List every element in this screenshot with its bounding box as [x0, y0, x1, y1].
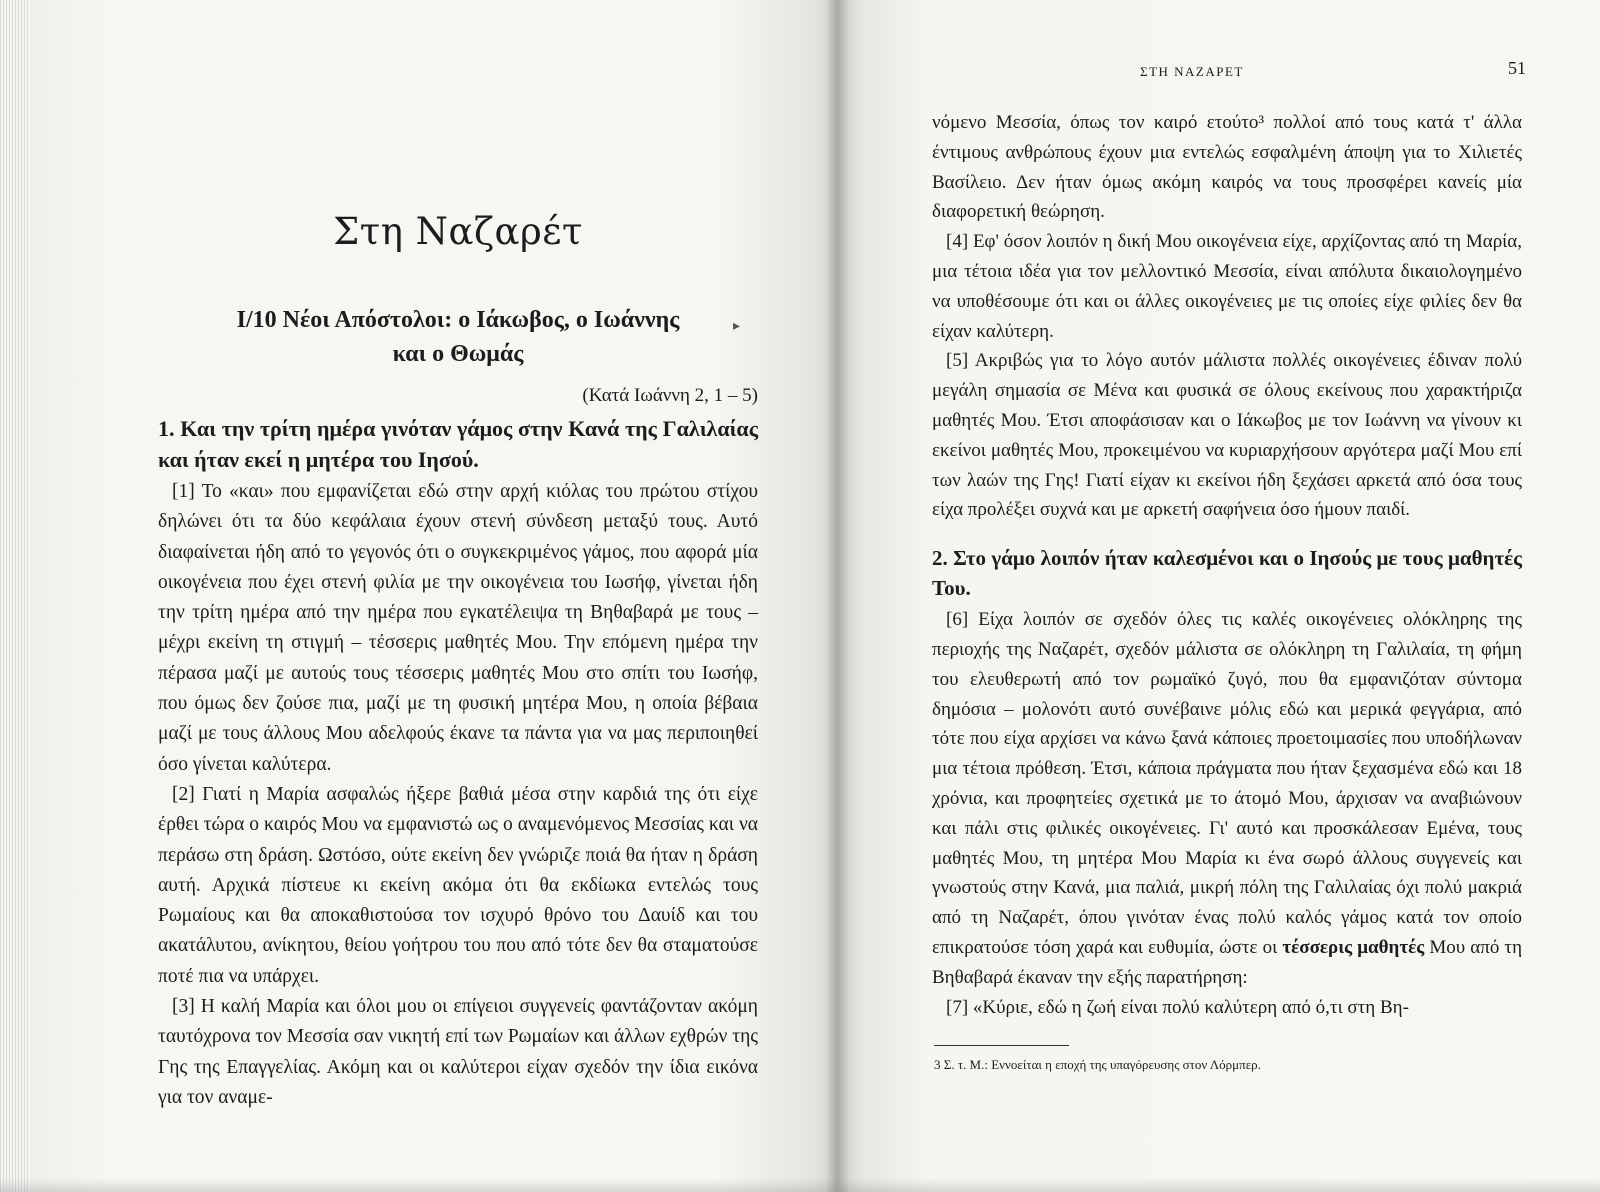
right-page-content [932, 108, 1522, 1022]
verse-1: 1. Και την τρίτη ημέρα γινόταν γάμος στην Κανά της Γαλιλαίας και ήταν εκεί η μητέρα του Ιησού. [158, 416, 758, 472]
margin-mark: ▸ [733, 319, 741, 334]
bottom-shadow [0, 1178, 1600, 1192]
paragraph-6-text-b: Μου από τη Βηθαβαρά έκαναν την εξής παρατήρηση: [932, 936, 1523, 988]
page-number: 51 [1508, 58, 1526, 78]
chapter-title: Στη Ναζαρέτ [333, 210, 583, 253]
footnote: 3 Σ. τ. Μ.: Εννοείται η εποχή της υπαγόρευσης στον Λόρμπερ. [934, 1057, 1261, 1072]
running-head: ΣΤΗ ΝΑΖΑΡΕΤ [1140, 64, 1244, 79]
book-gutter [826, 0, 848, 1192]
paragraph-6-bold: τέσσερις μαθητές [1282, 936, 1425, 958]
paragraph-5: [5] Ακριβώς για το λόγο αυτόν μάλιστα πολλές οικογένειες έδιναν πολύ μεγάλη σημασία σε Μένα και φυσικά σε όλους εκείνους που χαρακτήριζα μαθητές Μου. Έτσι αποφάσισαν και ο Ιάκωβος με τον Ιωάννη να γίνουν κι εκείνοι μαθητές Μου, προκειμένου να κυριαρχήσουν αργότερα μαζί Μου επί των λαών της Γης! Γιατί είχαν κι εκείνοι ήδη ξεχάσει αρκετά από όσα τους είχα προλέξει συχνά και με αρκετή σαφήνεια όσο ήμουν παιδί. [932, 350, 1522, 521]
paragraph-6 [932, 605, 1522, 992]
paragraph-1: [1] Το «και» που εμφανίζεται εδώ στην αρχή κιόλας του πρώτου στίχου δηλώνει ότι τα δύο κεφάλαια έχουν στενή σύνδεση μεταξύ τους. Αυτό διαφαίνεται ήδη από το γεγονός ότι ο συγκεκριμένος γάμος, που αφορά μία οικογένεια που έχει στενή φιλία με την οικογένεια του Ιωσήφ, γίνεται ήδη την τρίτη ημέρα από την ημέρα που εγκατέλειψα τη Βηθαβαρά με τους –μέχρι εκείνη τη στιγμή – τέσσερις μαθητές Μου. Την επόμενη ημέρα την πέρασα μαζί με αυτούς τους τέσσερις μαθητές Μου στο σπίτι του Ιωσήφ, που όμως δεν ζούσε πια, μαζί με τη φυσική μητέρα Μου, η οποία βέβαια μαζί με τους άλλους Μου αδελφούς έκανε τα πάντα για να μας περιποιηθεί όσο γίνεται καλύτερα. [158, 481, 758, 775]
paragraph-3: [3] Η καλή Μαρία και όλοι μου οι επίγειοι συγγενείς φαντάζονταν ακόμη ταυτόχρονα τον Μεσσία σαν νικητή επί των Ρωμαίων και άλλων εχθρών της Γης της Επαγγελίας. Ακόμη και οι καλύτεροι είχαν σχεδόν την ίδια εικόνα για τον αναμε- [158, 996, 758, 1108]
paragraph-continued: νόμενο Μεσσία, όπως τον καιρό ετούτο³ πολλοί από τους κατά τ' άλλα έντιμους ανθρώπους έχουν μια εντελώς εσφαλμένη άποψη για το Χιλιετές Βασίλειο. Δεν ήταν όμως ακόμη καιρός να τους προσφέρει κανείς μία διαφορετική θεώρηση. [932, 112, 1522, 223]
left-page-content [158, 210, 758, 1113]
paragraph-4: [4] Εφ' όσον λοιπόν η δική Μου οικογένεια είχε, αρχίζοντας από τη Μαρία, μια τέτοια ιδέα για τον μελλοντικό Μεσσία, είναι απόλυτα δικαιολογημένο να υποθέσουμε ότι και οι άλλες οικογένειες με τις οποίες είχε φιλίες δεν θα είχαν καλύτερη. [932, 231, 1522, 342]
footnote-divider [934, 1045, 1069, 1046]
paragraph-7: [7] «Κύριε, εδώ η ζωή είναι πολύ καλύτερη από ό,τι στη Βη- [946, 996, 1409, 1018]
scripture-reference: (Κατά Ιωάννη 2, 1 – 5) [582, 385, 758, 406]
section-title [158, 303, 758, 371]
paragraph-6-text-a: [6] Είχα λοιπόν σε σχεδόν όλες τις καλές οικογένειες ολόκληρης της περιοχής της Ναζαρέτ, σχεδόν μάλιστα σε ολόκληρη τη Γαλιλαία, τη φήμη του ελευθερωτή από τον ρωμαϊκό ζυγό, που θα εμφανιζόταν σύντομα δημόσια – μολονότι αυτό συνέβαινε μόλις εδώ και μερικά φεγγάρια, από τότε που είχα αρχίσει να κάνω ξανά κάποιες προετοιμασίες που υποδήλωναν μια τέτοια πρόθεση. Έτσι, κάποια πράγματα που ήταν ξεχασμένα εδώ και 18 χρόνια, και προφητείες σχετικά με το άτομό Μου, άρχισαν να αναβιώνουν και πάλι στις φιλικές οικογένειες. Γι' αυτό και προσκάλεσαν Εμένα, τους μαθητές Μου, τη μητέρα Μου Μαρία κι ένα σωρό άλλους συγγενείς και γνωστούς στην Κανά, μια παλιά, μικρή πόλη της Γαλιλαίας όχι πολύ μακριά από τη Ναζαρέτ, όπου γινόταν ένας πολύ καλός γάμος κατά τον οποίο επικρατούσε τόση χαρά και ευθυμία, ώστε οι [932, 609, 1522, 958]
verse-2: 2. Στο γάμο λοιπόν ήταν καλεσμένοι και ο Ιησούς με τους μαθητές Του. [932, 546, 1522, 601]
paragraph-2: [2] Γιατί η Μαρία ασφαλώς ήξερε βαθιά μέσα στην καρδιά της ότι είχε έρθει τώρα ο καιρός Μου να εμφανιστώ ως ο αναμενόμενος Μεσσίας και να περάσω στη δράση. Ωστόσο, ούτε εκείνη δεν γνώριζε ποιά θα ήταν η δράση αυτή. Αρχικά πίστευε κι εκείνη ακόμα ότι θα εκδίωκα εντελώς τους Ρωμαίους και θα αποκαθιστούσα τον ισχυρό θρόνο του Δαυίδ και του ακατάλυτου, ανίκητου, θείου γοήτρου του που από τότε δεν θα σταματούσε ποτέ πια να υπάρχει. [158, 783, 758, 987]
section-title-line2: και ο Θωμάς [392, 341, 524, 367]
section-title-line1: I/10 Νέοι Απόστολοι: ο Ιάκωβος, ο Ιωάννης [236, 307, 680, 333]
